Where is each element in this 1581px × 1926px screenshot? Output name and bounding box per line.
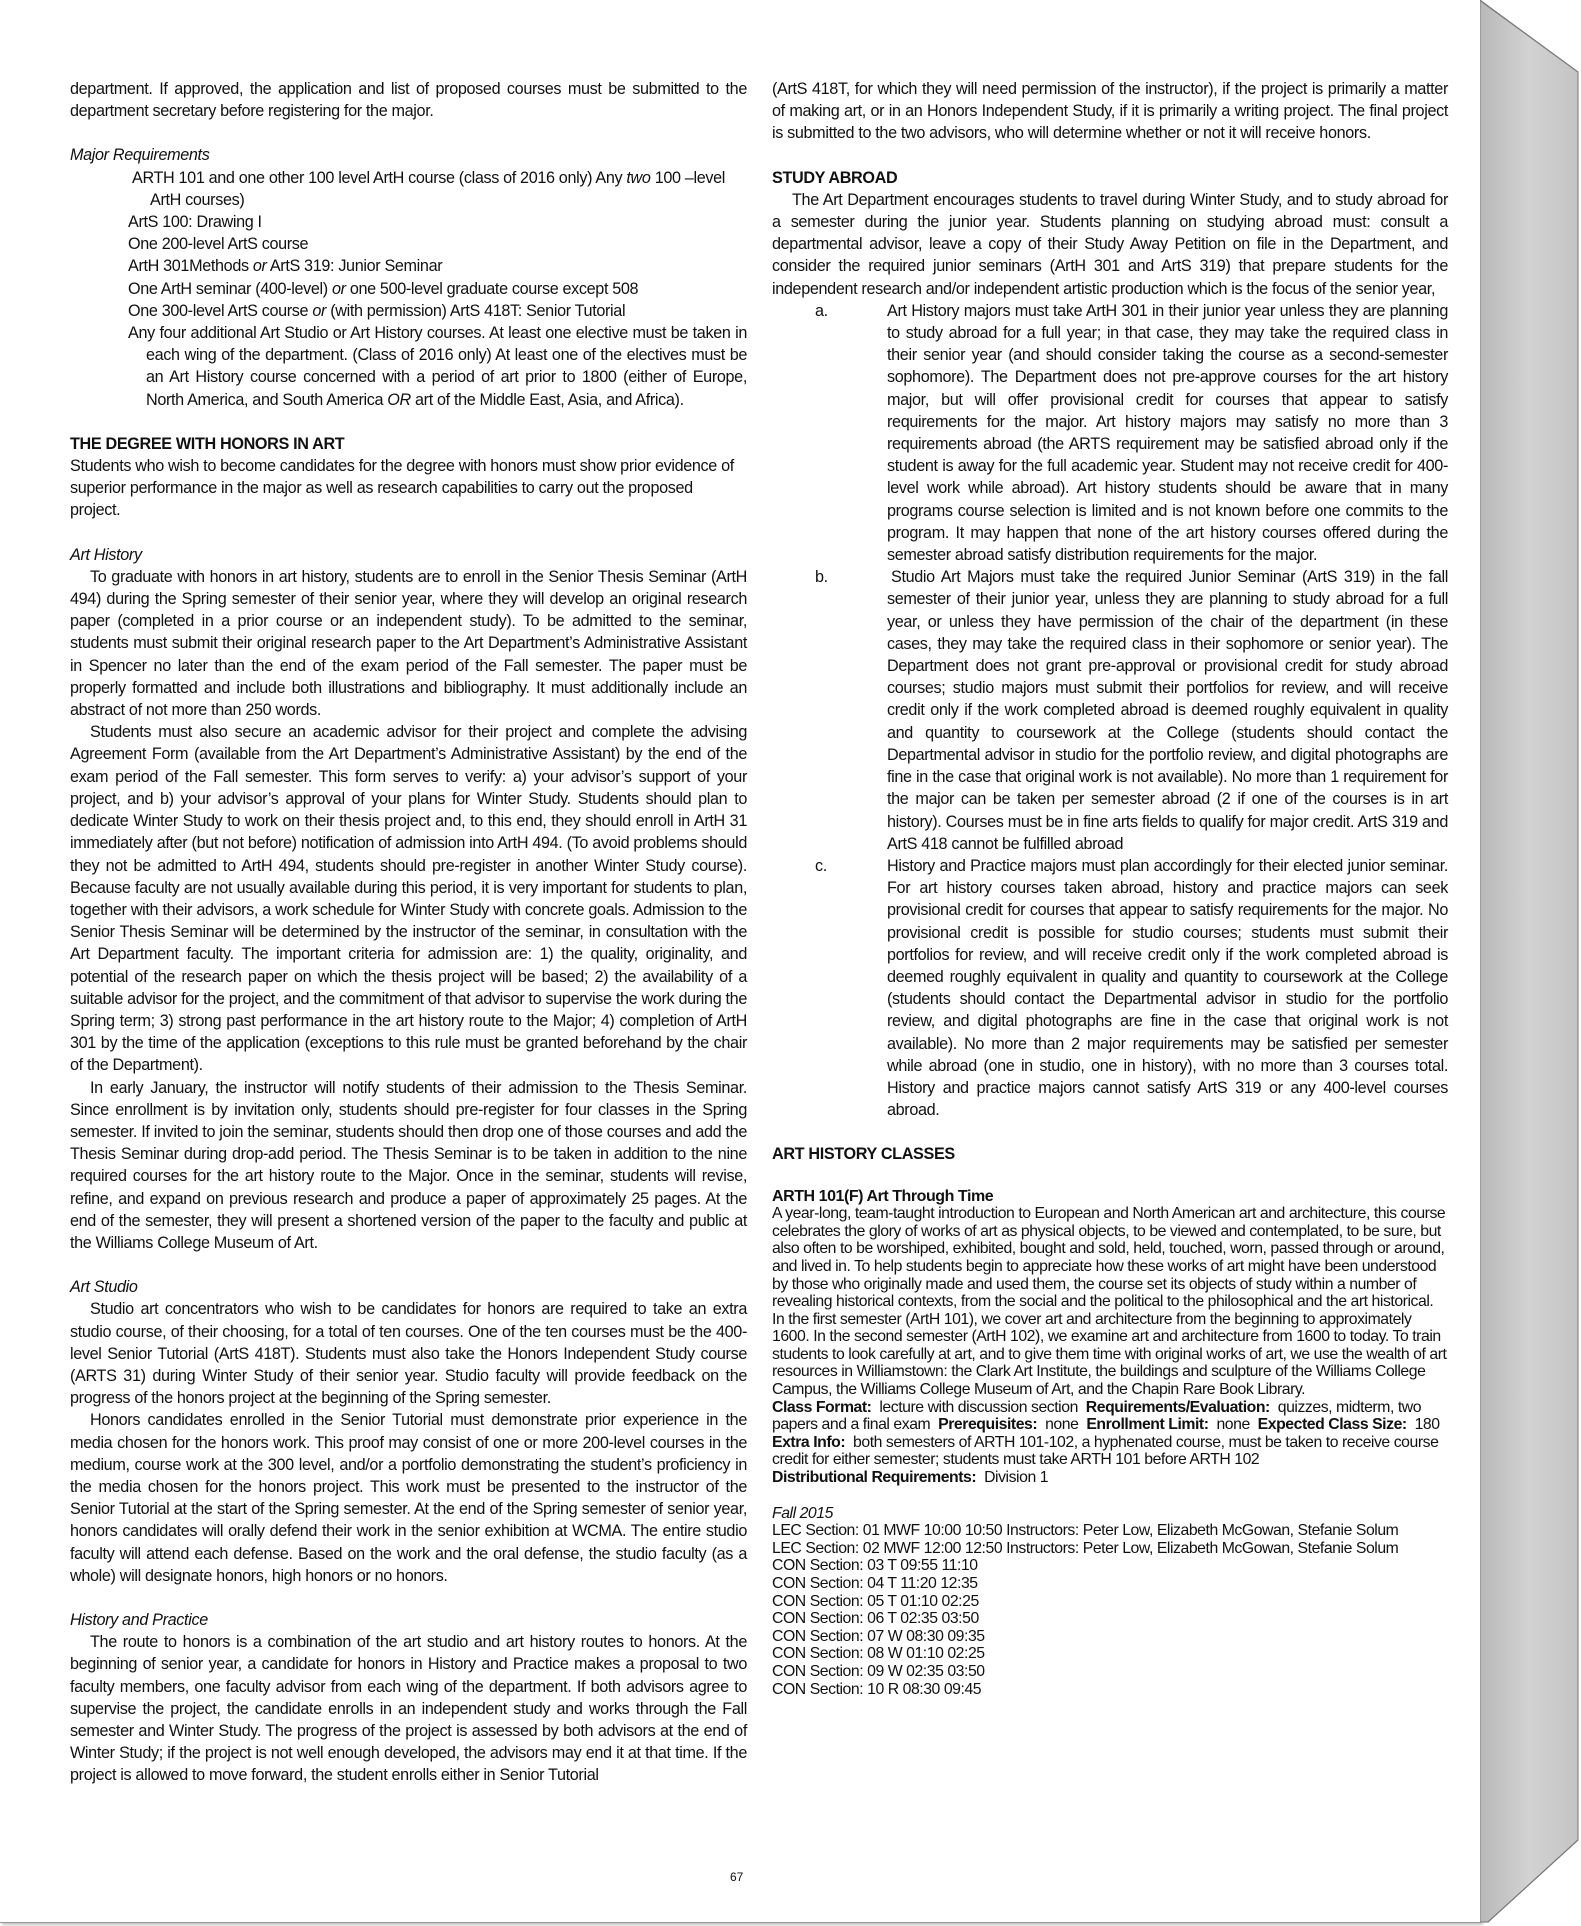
section-row: CON Section: 08 W 01:10 02:25 — [772, 1645, 985, 1663]
intro-paragraph: department. If approved, the application and list of proposed courses must be submitted to the department secretary before registering for the major. — [70, 80, 747, 121]
art-studio-heading: Art Studio — [70, 1278, 138, 1297]
section-row: CON Section: 04 T 11:20 12:35 — [772, 1575, 978, 1593]
list-item — [815, 300, 1448, 566]
course-details: Class Format: lecture with discussion section Requirements/Evaluation: quizzes, midterm, two papers and a final exam Prerequisites: none Enrollment Limit: none Expected Class Size: 180 Extra Info: both semesters of ARTH 101-102, a hyphenated course, must be taken to receive course credit for either semester; students must take ARTH 101 before ARTH 102 — [772, 1398, 1464, 1469]
section-row: LEC Section: 02 MWF 12:00 12:50 Instructors: Peter Low, Elizabeth McGowan, Stefanie Solum — [772, 1539, 1399, 1557]
section-row: CON Section: 03 T 09:55 11:10 — [772, 1557, 978, 1575]
list-item-text: History and Practice majors must plan accordingly for their elected junior seminar. For art history courses taken abroad, history and practice majors can seek provisional credit for courses that appear to satisfy requirements for the major. No provisional credit is possible for studio courses; students must submit their portfolios for review, and will receive credit only if the work completed abroad is deemed roughly equivalent in quality and quantity to coursework at the College (students should contact the Departmental advisor in studio for the portfolio review, and digital photographs are fine in the case that original work is not available). No more than 2 major requirements may be satisfied per semester while abroad (one in studio, one in history), with no more than 3 courses total. History and practice majors cannot satisfy ArtS 319 or any 400-level courses abroad. — [887, 856, 1448, 1120]
page-curl-decoration — [1480, 0, 1581, 1926]
distribution-requirements: Distributional Requirements: Division 1 — [772, 1469, 1049, 1487]
section-row: CON Section: 05 T 01:10 02:25 — [772, 1592, 979, 1610]
requirement-item: Any four additional Art Studio or Art History courses. At least one elective must be taken in each wing of the department. (Class of 2016 only) At least one of the electives must be an Art History course concerned with a period of art prior to 1800 (either of Europe, North America, and South America OR art of the Middle East, Asia, and Africa). — [128, 324, 747, 409]
requirement-item: ARTH 101 and one other 100 level ArtH course (class of 2016 only) Any two 100 –level ArtH courses) — [132, 168, 725, 209]
art-studio-paragraph-1: Studio art concentrators who wish to be candidates for honors are required to take an extra studio course, of their choosing, for a total of ten courses. One of the ten courses must be the 400-level Senior Tutorial (ArtS 418T). Students must also take the Honors Independent Study course (ARTS 31) during Winter Study of their senior year. Studio faculty will provide feedback on the progress of the honors project at the beginning of the Spring semester. — [70, 1300, 747, 1408]
art-history-paragraph-1: To graduate with honors in art history, students are to enroll in the Senior Thesis Seminar (ArtH 494) during the Spring semester of their senior year, where they will develop an original research paper (completed in a prior course or an independent study). To be admitted to the seminar, students must submit their original research paper to the Art Department’s Administrative Assistant in Spencer no later than the end of the exam period of the Fall semester. The paper must be properly formatted and include both illustrations and bibliography. It must additionally include an abstract of not more than 250 words. — [70, 567, 747, 720]
major-requirements-list — [128, 167, 747, 411]
page-number: 67 — [730, 1870, 744, 1884]
list-item — [815, 566, 1448, 855]
course-description: A year-long, team-taught introduction to European and North American art and architecture, this course celebrates the glory of works of art as physical objects, to be viewed and contemplated, to be sure, but also often to be worshiped, exhibited, bought and sold, held, touched, worn, passed through or around, and lived in. To help students begin to appreciate how these works of art might have been understood by those who originally made and used them, the course set its objects of study within a number of revealing historical contexts, from the social and the political to the philosophical and the art historical. In the first semester (ArtH 101), we cover art and architecture from the beginning to approximately 1600. In the second semester (ArtH 102), we examine art and architecture from 1600 to today. To train students to look carefully at art, and to give them time with original works of art, we use the wealth of art resources in Williamstown: the Clark Art Institute, the buildings and sculpture of the Williams College Campus, the Williams College Museum of Art, and the Chapin Rare Book Library. — [772, 1205, 1447, 1399]
section-row: CON Section: 07 W 08:30 09:35 — [772, 1627, 985, 1645]
art-studio-paragraph-2: Honors candidates enrolled in the Senior Tutorial must demonstrate prior experience in the media chosen for the honors work. This proof may consist of one or more 200-level courses in the medium, course work at the 300 level, and/or a portfolio demonstrating the student’s proficiency in the media chosen for the honors project. This work must be presented to the instructor of the Senior Tutorial at the start of the Spring semester. At the end of the Spring semester of senior year, honors candidates will orally defend their work in the senior exhibition at WCMA. The entire studio faculty will attend each defense. Based on the work and the oral defense, the studio faculty (as a whole) will designate honors, high honors or no honors. — [70, 1411, 747, 1585]
list-marker: c. — [815, 856, 827, 875]
art-history-paragraph-3: In early January, the instructor will notify students of their admission to the Thesis Seminar. Since enrollment is by invitation only, students should pre-register for four classes in the Spring semester. If invited to join the seminar, students should then drop one of those courses and add the Thesis Seminar during drop-add period. The Thesis Seminar is to be taken in addition to the nine required courses for the art history route to the Major. Once in the seminar, students will revise, refine, and expand on previous research and produce a paper of approximately 25 pages. At the end of the semester, they will present a shortened version of the paper to the faculty and public at the Williams College Museum of Art. — [70, 1078, 747, 1252]
history-practice-heading: History and Practice — [70, 1611, 208, 1629]
list-item-text: Art History majors must take ArtH 301 in their junior year unless they are planning to study abroad for a full year; in that case, they may take the required class in their senior year (and should consider taking the course as a second-semester sophomore). The Department does not pre-approve courses for the art history major, but will offer provisional credit for courses that appear to satisfy requirements for the major. Art history majors may satisfy no more than 3 requirements abroad (the ARTS requirement may be satisfied abroad only if the student is away for the full academic year. Student may not receive credit for 400-level work while abroad). Art history students should be aware that in many programs course selection is limited and is not known before one commits to the program. It may happen that none of the art history courses offered during the semester abroad satisfy distribution requirements for the major. — [887, 301, 1448, 565]
section-row: CON Section: 06 T 02:35 03:50 — [772, 1610, 979, 1628]
list-item-text: Studio Art Majors must take the required Junior Seminar (ArtS 319) in the fall semester of their junior year, unless they are planning to study abroad for a full year, or unless they have permission of the chair of the department (in these cases, they may take the required class in their sophomore or senior year). The Department does not grant pre-approval or provisional credit for study abroad courses; studio majors must submit their portfolios for review, and will receive credit only if the work completed abroad is deemed roughly equivalent in quality and quantity to coursework at the College (students should contact the Departmental advisor in studio for the portfolio review, and digital photographs are fine in the case that original work is not available). No more than 1 requirement for the major can be taken per semester abroad (2 if one of the courses is in art history). Courses must be in fine arts fields to qualify for major credit. ArtS 319 and ArtS 418 cannot be fulfilled abroad — [887, 568, 1448, 853]
course-listing — [772, 1187, 1464, 1699]
art-history-heading: Art History — [70, 545, 142, 564]
study-abroad-intro: The Art Department encourages students to travel during Winter Study, and to study abroad for a semester during the junior year. Students planning on studying abroad must: consult a departmental advisor, leave a copy of their Study Away Petition on file in the Department, and consider the required junior seminars (ArtH 301 and ArtS 319) that prepare students for the independent research and/or independent artistic production which is the focus of the senior year, — [772, 190, 1448, 298]
course-title: ARTH 101(F) Art Through Time — [772, 1187, 994, 1205]
requirement-item: One 200-level ArtS course — [128, 235, 309, 254]
study-abroad-heading: STUDY ABROAD — [772, 168, 898, 187]
art-history-paragraph-2: Students must also secure an academic advisor for their project and complete the advising Agreement Form (available from the Art Department’s Administrative Assistant) by the end of the exam period of the Fall semester. This form serves to verify: a) your advisor’s support of your project, and b) your advisor’s approval of your plans for Winter Study. Students should plan to dedicate Winter Study to work on their thesis project and, to this end, they should enroll in ArtH 31 immediately after (but not before) notification of admission into ArtH 494. (To avoid problems should they not be admitted to ArtH 494, students should pre-register in another Winter Study course). Because faculty are not usually available during this period, it is very important for students to plan, together with their advisors, a work schedule for Winter Study with concrete goals. Admission to the Senior Thesis Seminar will be determined by the instructor of the seminar, in consultation with the Art Department faculty. The important criteria for admission are: 1) the quality, originality, and potential of the research paper on which the thesis project will be based; 2) the availability of a suitable advisor for the project, and the commitment of that advisor to supervise the work during the Spring term; 3) strong past performance in the art history route to the Major; 4) completion of ArtH 301 by the time of the application (exceptions to this rule must be granted beforehand by the chair of the Department). — [70, 723, 747, 1075]
continued-paragraph: (ArtS 418T, for which they will need permission of the instructor), if the project is primarily a matter of making art, or in an Honors Independent Study, if it is primarily a writing project. The final project is submitted to the two advisors, who will determine whether or not it will receive honors. — [772, 80, 1448, 143]
honors-heading: THE DEGREE WITH HONORS IN ART — [70, 434, 345, 453]
section-list — [772, 1522, 1448, 1698]
section-row: LEC Section: 01 MWF 10:00 10:50 Instructors: Peter Low, Elizabeth McGowan, Stefanie Solum — [772, 1522, 1399, 1540]
art-history-classes-heading: ART HISTORY CLASSES — [772, 1145, 955, 1164]
term-label: Fall 2015 — [772, 1504, 833, 1522]
section-row: CON Section: 09 W 02:35 03:50 — [772, 1662, 985, 1680]
list-marker: a. — [815, 301, 828, 320]
requirement-item: ArtH 301Methods or ArtS 319: Junior Seminar — [128, 257, 443, 276]
requirement-item: One 300-level ArtS course or (with permission) ArtS 418T: Senior Tutorial — [128, 301, 626, 320]
section-row: CON Section: 10 R 08:30 09:45 — [772, 1680, 982, 1698]
major-requirements-heading: Major Requirements — [70, 146, 210, 165]
history-practice-paragraph: The route to honors is a combination of the art studio and art history routes to honors. At the beginning of senior year, a candidate for honors in History and Practice makes a proposal to two faculty members, one faculty advisor from each wing of the department. If both advisors agree to supervise the project, the candidate enrolls in an independent study and works through the Fall semester and Winter Study. The progress of the project is assessed by both advisors at the end of Winter Study; if the project is not well enough developed, the advisors may end it at that time. If the project is allowed to move forward, the student enrolls either in Senior Tutorial — [70, 1633, 747, 1785]
left-column — [70, 78, 747, 1787]
requirement-item: ArtS 100: Drawing I — [128, 213, 262, 232]
right-column — [772, 78, 1464, 1698]
honors-paragraph: Students who wish to become candidates for the degree with honors must show prior evidence of superior performance in the major as well as research capabilities to carry out the proposed project. — [70, 457, 734, 520]
list-marker: b. — [815, 568, 828, 587]
study-abroad-list — [815, 300, 1448, 1122]
list-item — [815, 855, 1448, 1121]
requirement-item: One ArtH seminar (400-level) or one 500-level graduate course except 508 — [128, 279, 639, 298]
